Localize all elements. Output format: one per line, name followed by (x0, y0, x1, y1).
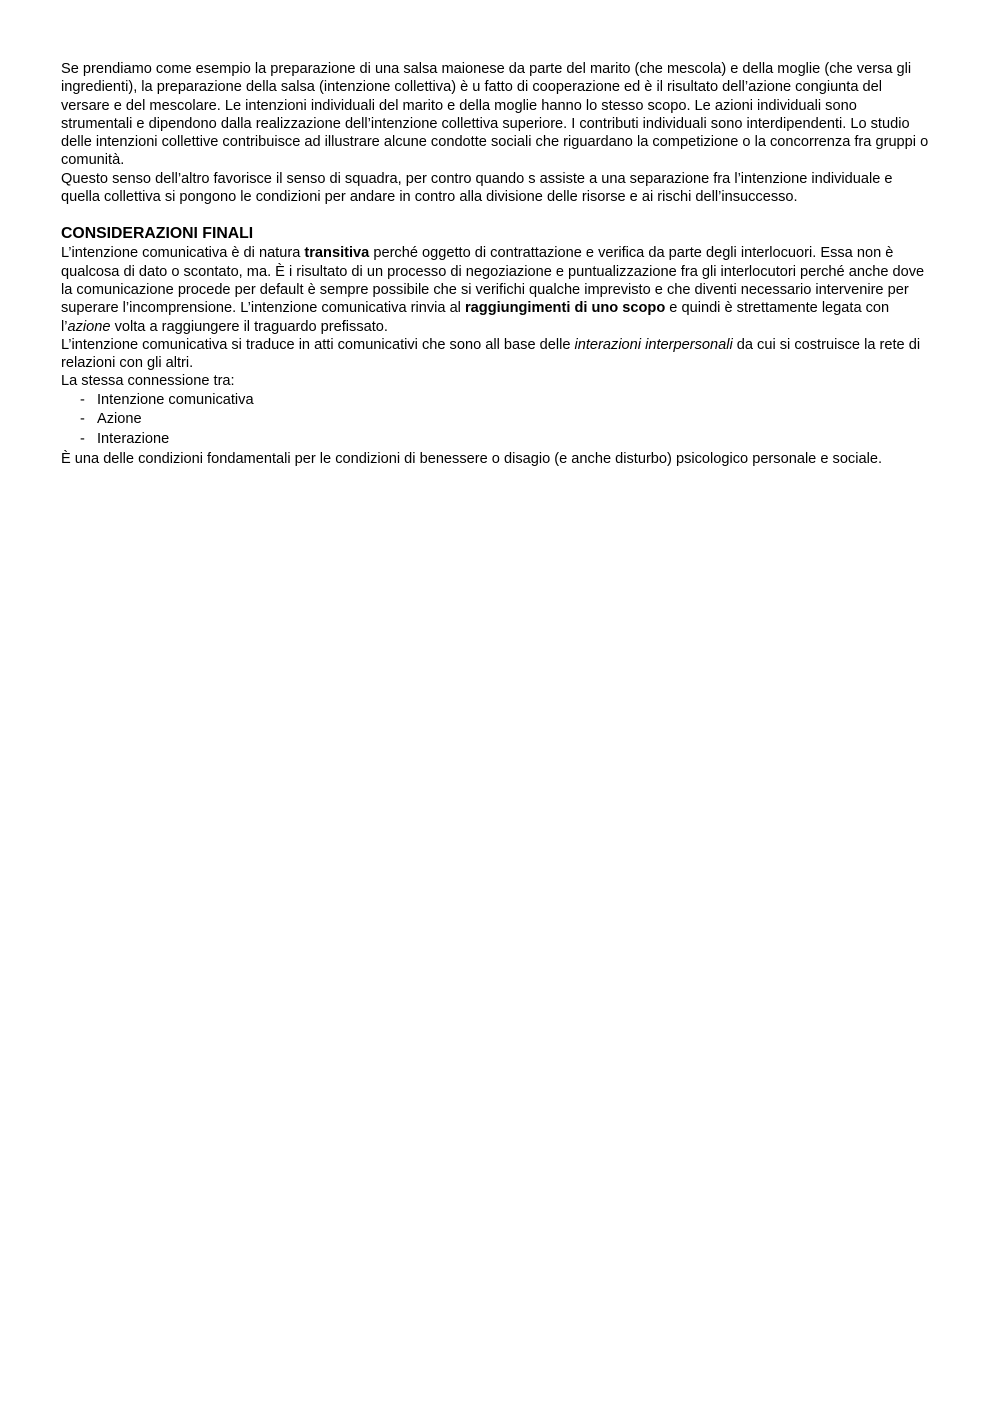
intro-paragraph: Se prendiamo come esempio la preparazione di una salsa maionese da parte del marito (che mescola) e della moglie (che versa gli ingredienti), la preparazione della salsa (intenzione collettiva) è u fatto di cooperazione ed è il risultato dell’azione congiunta del versare e del mescolare. Le intenzioni individuali del marito e della moglie hanno lo stesso scopo. Le azioni individuali sono strumentali e dipendono dalla realizzazione dell’intenzione collettiva superiore. I contributi individuali sono interdipendenti. Lo studio delle intenzioni collettive contribuisce ad illustrare alcune condotte sociali che riguardano la competizione o la concorrenza fra gruppi o comunità. (61, 61, 929, 169)
text-run: perché oggetto di contrattazione e verifica da parte degli interlocuori. Essa non è qualcosa di dato o scontato, ma. È i risultato di un processo di negoziazione e puntualizzazione fra gli interlocutori perché anche dove la comunicazione procede per default è sempre possibile che si verifichi qualche imprevisto e che diventi necessario intervenire per superare l’incomprensione. L’intenzione comunicativa rinvia al (61, 245, 925, 317)
list-item-label: Azione (97, 411, 142, 428)
section-paragraph: La stessa connessione tra: (61, 373, 235, 390)
section-heading: CONSIDERAZIONI FINALI (61, 225, 254, 243)
bold-term: raggiungimenti di uno scopo (464, 300, 666, 317)
italic-term: interazioni interpersonali (574, 336, 733, 353)
list-item (80, 410, 929, 428)
list-marker: - (80, 430, 85, 447)
text-run: e quindi è strettamente legata con l’ (61, 300, 890, 335)
text-run: da cui si costruisce la rete di relazioni con gli altri. (61, 336, 921, 372)
list-item-label: Intenzione comunicativa (97, 391, 254, 408)
list-marker: - (80, 411, 85, 428)
italic-term: azione (67, 318, 111, 335)
list-marker: - (80, 391, 85, 408)
text-run: L’intenzione comunicativa è di natura (61, 245, 305, 262)
connection-list (61, 391, 929, 448)
section-paragraph (61, 244, 929, 335)
document-page (61, 60, 929, 468)
list-item (80, 391, 929, 409)
text-run: volta a raggiungere il traguardo prefissato. (110, 318, 388, 335)
list-item-label: Interazione (97, 430, 170, 447)
bold-term: transitiva (304, 245, 370, 262)
list-item (80, 430, 929, 448)
text-run: L’intenzione comunicativa si traduce in atti comunicativi che sono all base delle (61, 336, 575, 353)
intro-paragraph: Questo senso dell’altro favorisce il senso di squadra, per contro quando s assiste a una separazione fra l’intenzione individuale e quella collettiva si pongono le condizioni per andare in contro alla divisione delle risorse e ai rischi dell’insuccesso. (61, 170, 893, 206)
section-paragraph: È una delle condizioni fondamentali per le condizioni di benessere o disagio (e anche disturbo) psicologico personale e sociale. (61, 450, 883, 467)
section-paragraph (61, 336, 929, 373)
